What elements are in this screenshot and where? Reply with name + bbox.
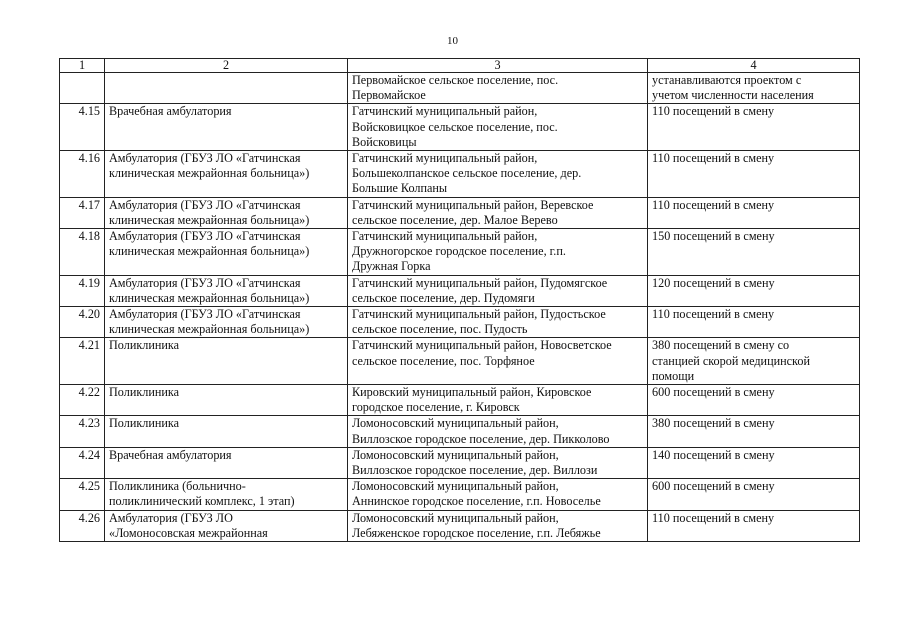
table-row — [60, 275, 860, 306]
table-row — [60, 479, 860, 510]
facility-location-cell — [348, 447, 648, 478]
table-header-row — [60, 59, 860, 73]
facility-capacity-cell — [648, 385, 860, 416]
row-number: 4.20 — [78, 307, 100, 322]
facility-location: Гатчинский муниципальный район, Новосветское сельское поселение, пос. Торфяное — [352, 338, 612, 368]
column-header-4: 4 — [648, 59, 860, 73]
facility-location: Гатчинский муниципальный район, Веревское сельское поселение, дер. Малое Верево — [352, 197, 594, 227]
facility-location-cell — [348, 229, 648, 276]
facility-name: Поликлиника — [109, 385, 180, 400]
facility-capacity-cell — [648, 479, 860, 510]
facility-location-cell — [348, 104, 648, 151]
facility-location-cell — [348, 338, 648, 385]
facility-location: Ломоносовский муниципальный район, Лебяженское городское поселение, г.п. Лебяжье — [352, 510, 601, 540]
facility-location: Ломоносовский муниципальный район, Виллозское городское поселение, дер. Пикколово — [352, 416, 610, 446]
table-row — [60, 197, 860, 228]
facility-capacity: 380 посещений в смену — [652, 416, 775, 431]
column-header-3: 3 — [348, 59, 648, 73]
facility-capacity: 120 посещений в смену — [652, 275, 775, 290]
facility-capacity-cell — [648, 104, 860, 151]
facility-name-cell — [105, 385, 348, 416]
table-row — [60, 416, 860, 447]
facility-capacity: 110 посещений в смену — [652, 104, 775, 119]
facility-location-cell — [348, 275, 648, 306]
facility-capacity-cell — [648, 151, 860, 198]
facility-capacity: устанавливаются проектом с учетом численности населения — [652, 73, 814, 103]
facilities-table — [59, 58, 860, 542]
row-number-cell — [60, 73, 105, 104]
row-number: 4.16 — [78, 151, 100, 166]
facility-location: Гатчинский муниципальный район, Пудостьское сельское поселение, пос. Пудость — [352, 307, 606, 337]
facility-name-cell — [105, 510, 348, 541]
facility-location-cell — [348, 307, 648, 338]
facility-name-cell — [105, 338, 348, 385]
facility-name-cell — [105, 275, 348, 306]
table-row — [60, 447, 860, 478]
facility-capacity-cell — [648, 307, 860, 338]
facility-location: Ломоносовский муниципальный район, Виллозское городское поселение, дер. Виллози — [352, 447, 598, 478]
table-row — [60, 510, 860, 541]
facility-name-cell — [105, 447, 348, 478]
facility-capacity: 110 посещений в смену — [652, 151, 775, 166]
facility-name-cell — [105, 151, 348, 198]
table-row — [60, 151, 860, 198]
facility-capacity: 110 посещений в смену — [652, 307, 775, 322]
facility-capacity-cell — [648, 510, 860, 541]
row-number: 4.18 — [78, 229, 100, 244]
facility-name: Врачебная амбулатория — [109, 104, 232, 119]
table-row — [60, 307, 860, 338]
facility-location: Гатчинский муниципальный район, Дружногорское городское поселение, г.п. Дружная Горка — [352, 229, 566, 274]
facility-location: Гатчинский муниципальный район, Войсковицкое сельское поселение, пос. Войсковицы — [352, 104, 558, 149]
row-number: 4.26 — [78, 510, 100, 525]
row-number-cell — [60, 338, 105, 385]
row-number-cell — [60, 104, 105, 151]
row-number-cell — [60, 197, 105, 228]
facility-location: Гатчинский муниципальный район, Большеколпанское сельское поселение, дер. Большие Колпаны — [352, 151, 582, 196]
facility-location: Гатчинский муниципальный район, Пудомягское сельское поселение, дер. Пудомяги — [352, 275, 608, 305]
facility-name: Амбулатория (ГБУЗ ЛО «Гатчинская клиническая межрайонная больница») — [109, 197, 310, 227]
row-number: 4.19 — [78, 275, 100, 290]
row-number-cell — [60, 385, 105, 416]
facility-name: Амбулатория (ГБУЗ ЛО «Гатчинская клиническая межрайонная больница») — [109, 307, 310, 337]
table-row — [60, 385, 860, 416]
facility-capacity: 140 посещений в смену — [652, 447, 775, 462]
row-number-cell — [60, 275, 105, 306]
facility-capacity-cell — [648, 447, 860, 478]
page-number: 10 — [447, 35, 458, 47]
row-number: 4.23 — [78, 416, 100, 431]
row-number-cell — [60, 510, 105, 541]
facility-name: Поликлиника — [109, 416, 180, 431]
facility-name: Амбулатория (ГБУЗ ЛО «Ломоносовская межрайонная — [109, 510, 268, 540]
facility-capacity-cell — [648, 275, 860, 306]
facility-location: Ломоносовский муниципальный район, Аннинское городское поселение, г.п. Новоселье — [352, 479, 601, 509]
facility-name-cell — [105, 229, 348, 276]
row-number: 4.15 — [78, 104, 100, 119]
table-row — [60, 104, 860, 151]
facility-name-cell — [105, 197, 348, 228]
facility-capacity-cell — [648, 416, 860, 447]
facility-capacity: 110 посещений в смену — [652, 197, 775, 212]
row-number-cell — [60, 447, 105, 478]
facility-name-cell — [105, 104, 348, 151]
row-number-cell — [60, 307, 105, 338]
facility-name-cell — [105, 73, 348, 104]
facility-capacity-cell — [648, 197, 860, 228]
table-row — [60, 229, 860, 276]
row-number-cell — [60, 229, 105, 276]
facility-name: Поликлиника — [109, 338, 180, 353]
table-row — [60, 73, 860, 104]
facility-location-cell — [348, 416, 648, 447]
facility-capacity-cell — [648, 73, 860, 104]
facility-name: Врачебная амбулатория — [109, 447, 232, 462]
facility-name-cell — [105, 307, 348, 338]
facility-capacity: 600 посещений в смену — [652, 385, 775, 400]
facility-name: Поликлиника (больнично- поликлинический комплекс, 1 этап) — [109, 479, 295, 509]
row-number: 4.24 — [78, 447, 100, 462]
row-number-cell — [60, 416, 105, 447]
column-header-1: 1 — [60, 59, 105, 73]
facility-capacity: 600 посещений в смену — [652, 479, 775, 494]
facility-location: Первомайское сельское поселение, пос. Первомайское — [352, 73, 559, 103]
row-number: 4.22 — [78, 385, 100, 400]
facility-capacity: 150 посещений в смену — [652, 229, 775, 244]
facility-location: Кировский муниципальный район, Кировское городское поселение, г. Кировск — [352, 385, 592, 415]
row-number-cell — [60, 151, 105, 198]
column-header-2: 2 — [105, 59, 348, 73]
facility-name: Амбулатория (ГБУЗ ЛО «Гатчинская клиническая межрайонная больница») — [109, 229, 310, 259]
facility-name-cell — [105, 479, 348, 510]
facility-capacity: 380 посещений в смену со станцией скорой медицинской помощи — [652, 338, 810, 383]
facility-capacity: 110 посещений в смену — [652, 510, 775, 525]
facility-location-cell — [348, 385, 648, 416]
table-body — [60, 73, 860, 542]
row-number-cell — [60, 479, 105, 510]
facility-location-cell — [348, 197, 648, 228]
facility-location-cell — [348, 479, 648, 510]
row-number: 4.17 — [78, 197, 100, 212]
row-number: 4.21 — [78, 338, 100, 353]
facility-name: Амбулатория (ГБУЗ ЛО «Гатчинская клиническая межрайонная больница») — [109, 275, 310, 305]
row-number: 4.25 — [78, 479, 100, 494]
facility-name: Амбулатория (ГБУЗ ЛО «Гатчинская клиническая межрайонная больница») — [109, 151, 310, 181]
facility-capacity-cell — [648, 338, 860, 385]
facility-location-cell — [348, 151, 648, 198]
table-row — [60, 338, 860, 385]
facility-name-cell — [105, 416, 348, 447]
facility-capacity-cell — [648, 229, 860, 276]
facility-location-cell — [348, 73, 648, 104]
facility-location-cell — [348, 510, 648, 541]
